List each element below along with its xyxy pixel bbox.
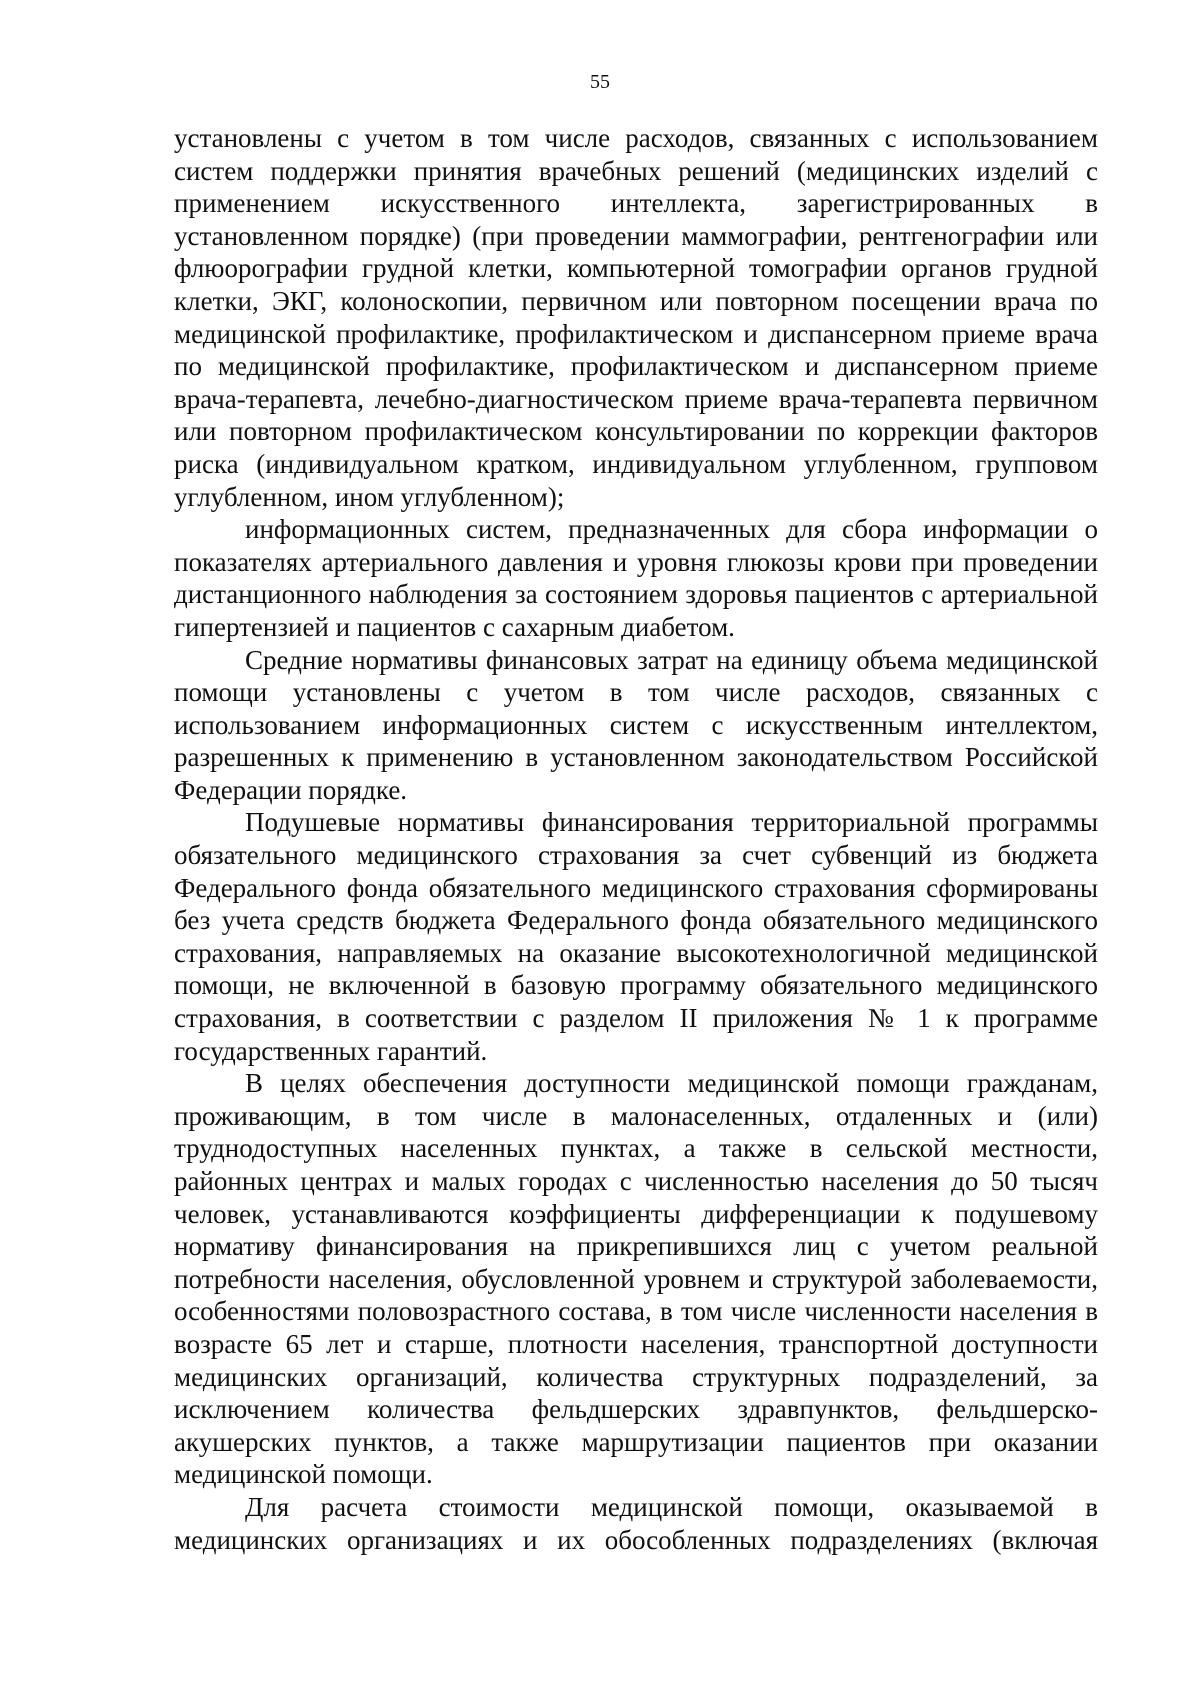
paragraph-3: Средние нормативы финансовых затрат на единицу объема медицинской помощи установлены с учетом в том числе расходов, связанных с использованием информационных систем с искусственным интеллектом, разрешенных к применению в установленном законодательством Российской Федерации порядке. bbox=[174, 644, 1098, 805]
paragraph-2: информационных систем, предназначенных для сбора информации о показателях артериального давления и уровня глюкозы крови при проведении дистанционного наблюдения за состоянием здоровья пациентов с артериальной гипертензией и пациентов с сахарным диабетом. bbox=[174, 514, 1098, 642]
paragraph-5: В целях обеспечения доступности медицинской помощи гражданам, проживающим, в том числе в малонаселенных, отдаленных и (или) труднодоступных населенных пунктах, а также в сельской местности, районных центрах и малых городах с численностью населения до 50 тысяч человек, устанавливаются коэффициенты дифференциации к подушевому нормативу финансирования на прикрепившихся лиц с учетом реальной потребности населения, обусловленной уровнем и структурой заболеваемости, особенностями половозрастного состава, в том числе численности населения в возрасте 65 лет и старше, плотности населения, транспортной доступности медицинских организаций, количества структурных подразделений, за исключением количества фельдшерских здравпунктов, фельдшерско-акушерских пунктов, а также маршрутизации пациентов при оказании медицинской помощи. bbox=[174, 1068, 1098, 1490]
paragraph-1: установлены с учетом в том числе расходов, связанных с использованием систем поддержки принятия врачебных решений (медицинских изделий с применением искусственного интеллекта, зарегистрированных в установленном порядке) (при проведении маммографии, рентгенографии или флюорографии грудной клетки, компьютерной томографии органов грудной клетки, ЭКГ, колоноскопии, первичном или повторном посещении врача по медицинской профилактике, профилактическом и диспансерном приеме врача по медицинской профилактике, профилактическом и диспансерном приеме врача-терапевта, лечебно-диагностическом приеме врача-терапевта первичном или повторном профилактическом консультировании по коррекции факторов риска (индивидуальном кратком, индивидуальном углубленном, групповом углубленном, ином углубленном); bbox=[174, 123, 1098, 512]
page-number: 55 bbox=[590, 71, 610, 93]
paragraph-4: Подушевые нормативы финансирования территориальной программы обязательного медицинского страхования за счет субвенций из бюджета Федерального фонда обязательного медицинского страхования сформированы без учета средств бюджета Федерального фонда обязательного медицинского страхования, направляемых на оказание высокотехнологичной медицинской помощи, не включенной в базовую программу обязательного медицинского страхования, в соответствии с разделом II приложения № 1 к программе государственных гарантий. bbox=[174, 807, 1098, 1066]
document-body bbox=[174, 122, 1098, 1556]
paragraph-6: Для расчета стоимости медицинской помощи, оказываемой в медицинских организациях и их обособленных подразделениях (включая bbox=[174, 1491, 1098, 1555]
